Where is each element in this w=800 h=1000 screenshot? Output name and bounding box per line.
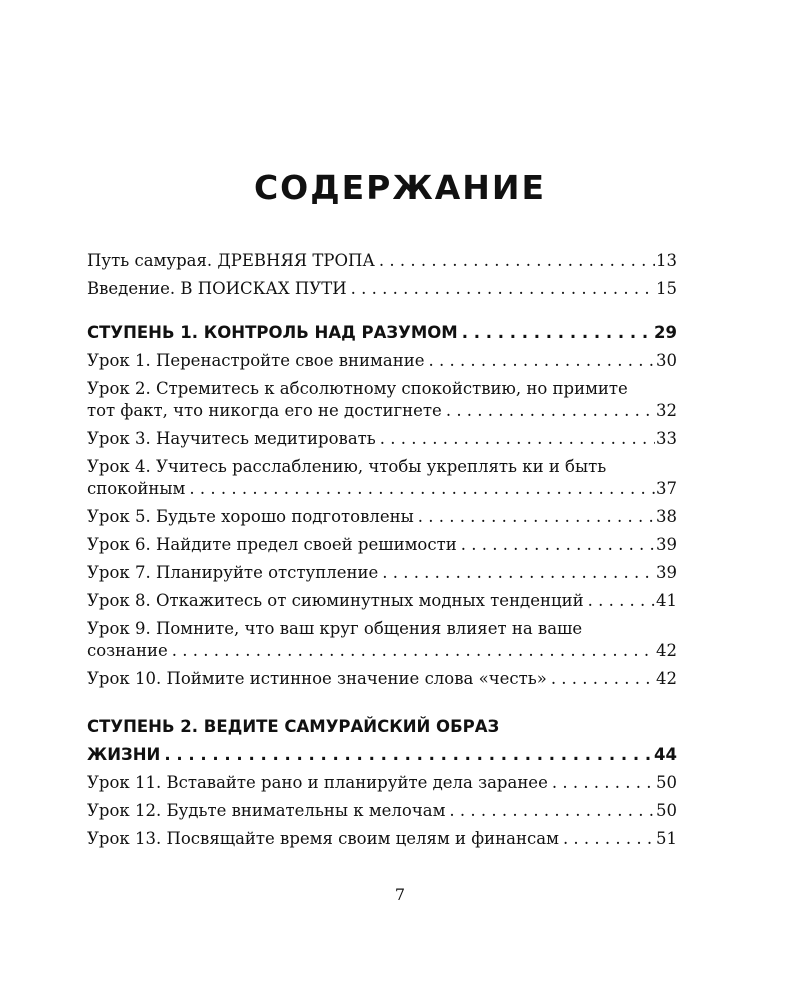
toc-page-number: 51 (656, 829, 677, 848)
toc-page-number: 38 (656, 507, 677, 526)
leader-dots (457, 534, 655, 556)
leader-dots (185, 478, 655, 500)
toc-entry-lesson-11[interactable] (87, 772, 677, 794)
toc-page-number: 50 (656, 801, 677, 820)
toc-page-number: 13 (656, 251, 677, 270)
leader-dots (548, 772, 655, 794)
leader-dots (442, 400, 655, 422)
toc-entry-text: Урок 10. Поймите истинное значение слова «честь» (87, 669, 547, 688)
toc-page-number: 50 (656, 773, 677, 792)
toc-page-number: 29 (654, 323, 677, 342)
leader-dots (458, 322, 654, 344)
toc-page-number: 37 (656, 479, 677, 498)
leader-dots (559, 828, 655, 850)
toc-entry-lesson-12[interactable] (87, 800, 677, 822)
toc-entry-text: тот факт, что никогда его не достигнете (87, 401, 442, 420)
leader-dots (414, 506, 655, 528)
leader-dots (376, 428, 655, 450)
toc-entry-text: Урок 6. Найдите предел своей решимости (87, 535, 457, 554)
toc-page-number: 39 (656, 535, 677, 554)
toc-entry-lesson-2[interactable] (87, 378, 677, 422)
leader-dots (347, 278, 655, 300)
toc-section-text: СТУПЕНЬ 1. КОНТРОЛЬ НАД РАЗУМОМ (87, 323, 458, 342)
leader-dots (378, 562, 655, 584)
toc-entry-text-line1: Урок 2. Стремитесь к абсолютному спокойствию, но примите (87, 379, 628, 398)
toc-entry-lesson-5[interactable] (87, 506, 677, 528)
toc-entry-lesson-4[interactable] (87, 456, 677, 500)
toc-entry-lesson-13[interactable] (87, 828, 677, 850)
toc-page-number: 44 (654, 745, 677, 764)
leader-dots (160, 744, 654, 766)
toc-entry-lesson-3[interactable] (87, 428, 677, 450)
toc-page-number: 41 (656, 591, 677, 610)
toc-entry-text: Урок 8. Откажитесь от сиюминутных модных тенденций (87, 591, 584, 610)
toc-entry-lesson-6[interactable] (87, 534, 677, 556)
toc-page-number: 42 (656, 669, 677, 688)
toc-section-text: ЖИЗНИ (87, 745, 161, 764)
leader-dots (445, 800, 655, 822)
toc-page-number: 30 (656, 351, 677, 370)
toc-entry-samurai-path[interactable] (87, 250, 677, 272)
toc-entry-text: Введение. В ПОИСКАХ ПУТИ (87, 279, 347, 298)
leader-dots (584, 590, 655, 612)
toc-entry-text: сознание (87, 641, 168, 660)
toc-entry-text: Урок 7. Планируйте отступление (87, 563, 379, 582)
leader-dots (424, 350, 655, 372)
toc-entry-text: Урок 12. Будьте внимательны к мелочам (87, 801, 446, 820)
toc-entry-text: Урок 3. Научитесь медитировать (87, 429, 376, 448)
toc-section-1[interactable] (87, 322, 677, 344)
toc-section-2[interactable] (87, 716, 677, 766)
toc-entry-lesson-1[interactable] (87, 350, 677, 372)
toc-entry-lesson-7[interactable] (87, 562, 677, 584)
leader-dots (547, 668, 655, 690)
page-number-footer: 7 (394, 885, 406, 904)
toc-page-number: 32 (656, 401, 677, 420)
toc-section-text-line1: СТУПЕНЬ 2. ВЕДИТЕ САМУРАЙСКИЙ ОБРАЗ (87, 717, 500, 736)
table-of-contents (87, 250, 677, 856)
toc-entry-text: спокойным (87, 479, 186, 498)
leader-dots (168, 640, 655, 662)
toc-entry-text: Урок 1. Перенастройте свое внимание (87, 351, 425, 370)
toc-entry-text: Урок 5. Будьте хорошо подготовлены (87, 507, 414, 526)
toc-entry-introduction[interactable] (87, 278, 677, 300)
toc-page-number: 33 (656, 429, 677, 448)
toc-entry-lesson-10[interactable] (87, 668, 677, 690)
leader-dots (375, 250, 655, 272)
toc-entry-text: Урок 11. Вставайте рано и планируйте дела заранее (87, 773, 548, 792)
toc-entry-text: Урок 13. Посвящайте время своим целям и финансам (87, 829, 559, 848)
toc-entry-text: Путь самурая. ДРЕВНЯЯ ТРОПА (87, 251, 375, 270)
toc-entry-lesson-8[interactable] (87, 590, 677, 612)
toc-entry-lesson-9[interactable] (87, 618, 677, 662)
toc-page-number: 42 (656, 641, 677, 660)
toc-page-number: 39 (656, 563, 677, 582)
toc-entry-text-line1: Урок 4. Учитесь расслаблению, чтобы укреплять ки и быть (87, 457, 607, 476)
toc-entry-text-line1: Урок 9. Помните, что ваш круг общения влияет на ваше (87, 619, 583, 638)
page-title: СОДЕРЖАНИЕ (253, 168, 547, 207)
toc-page-number: 15 (656, 279, 677, 298)
